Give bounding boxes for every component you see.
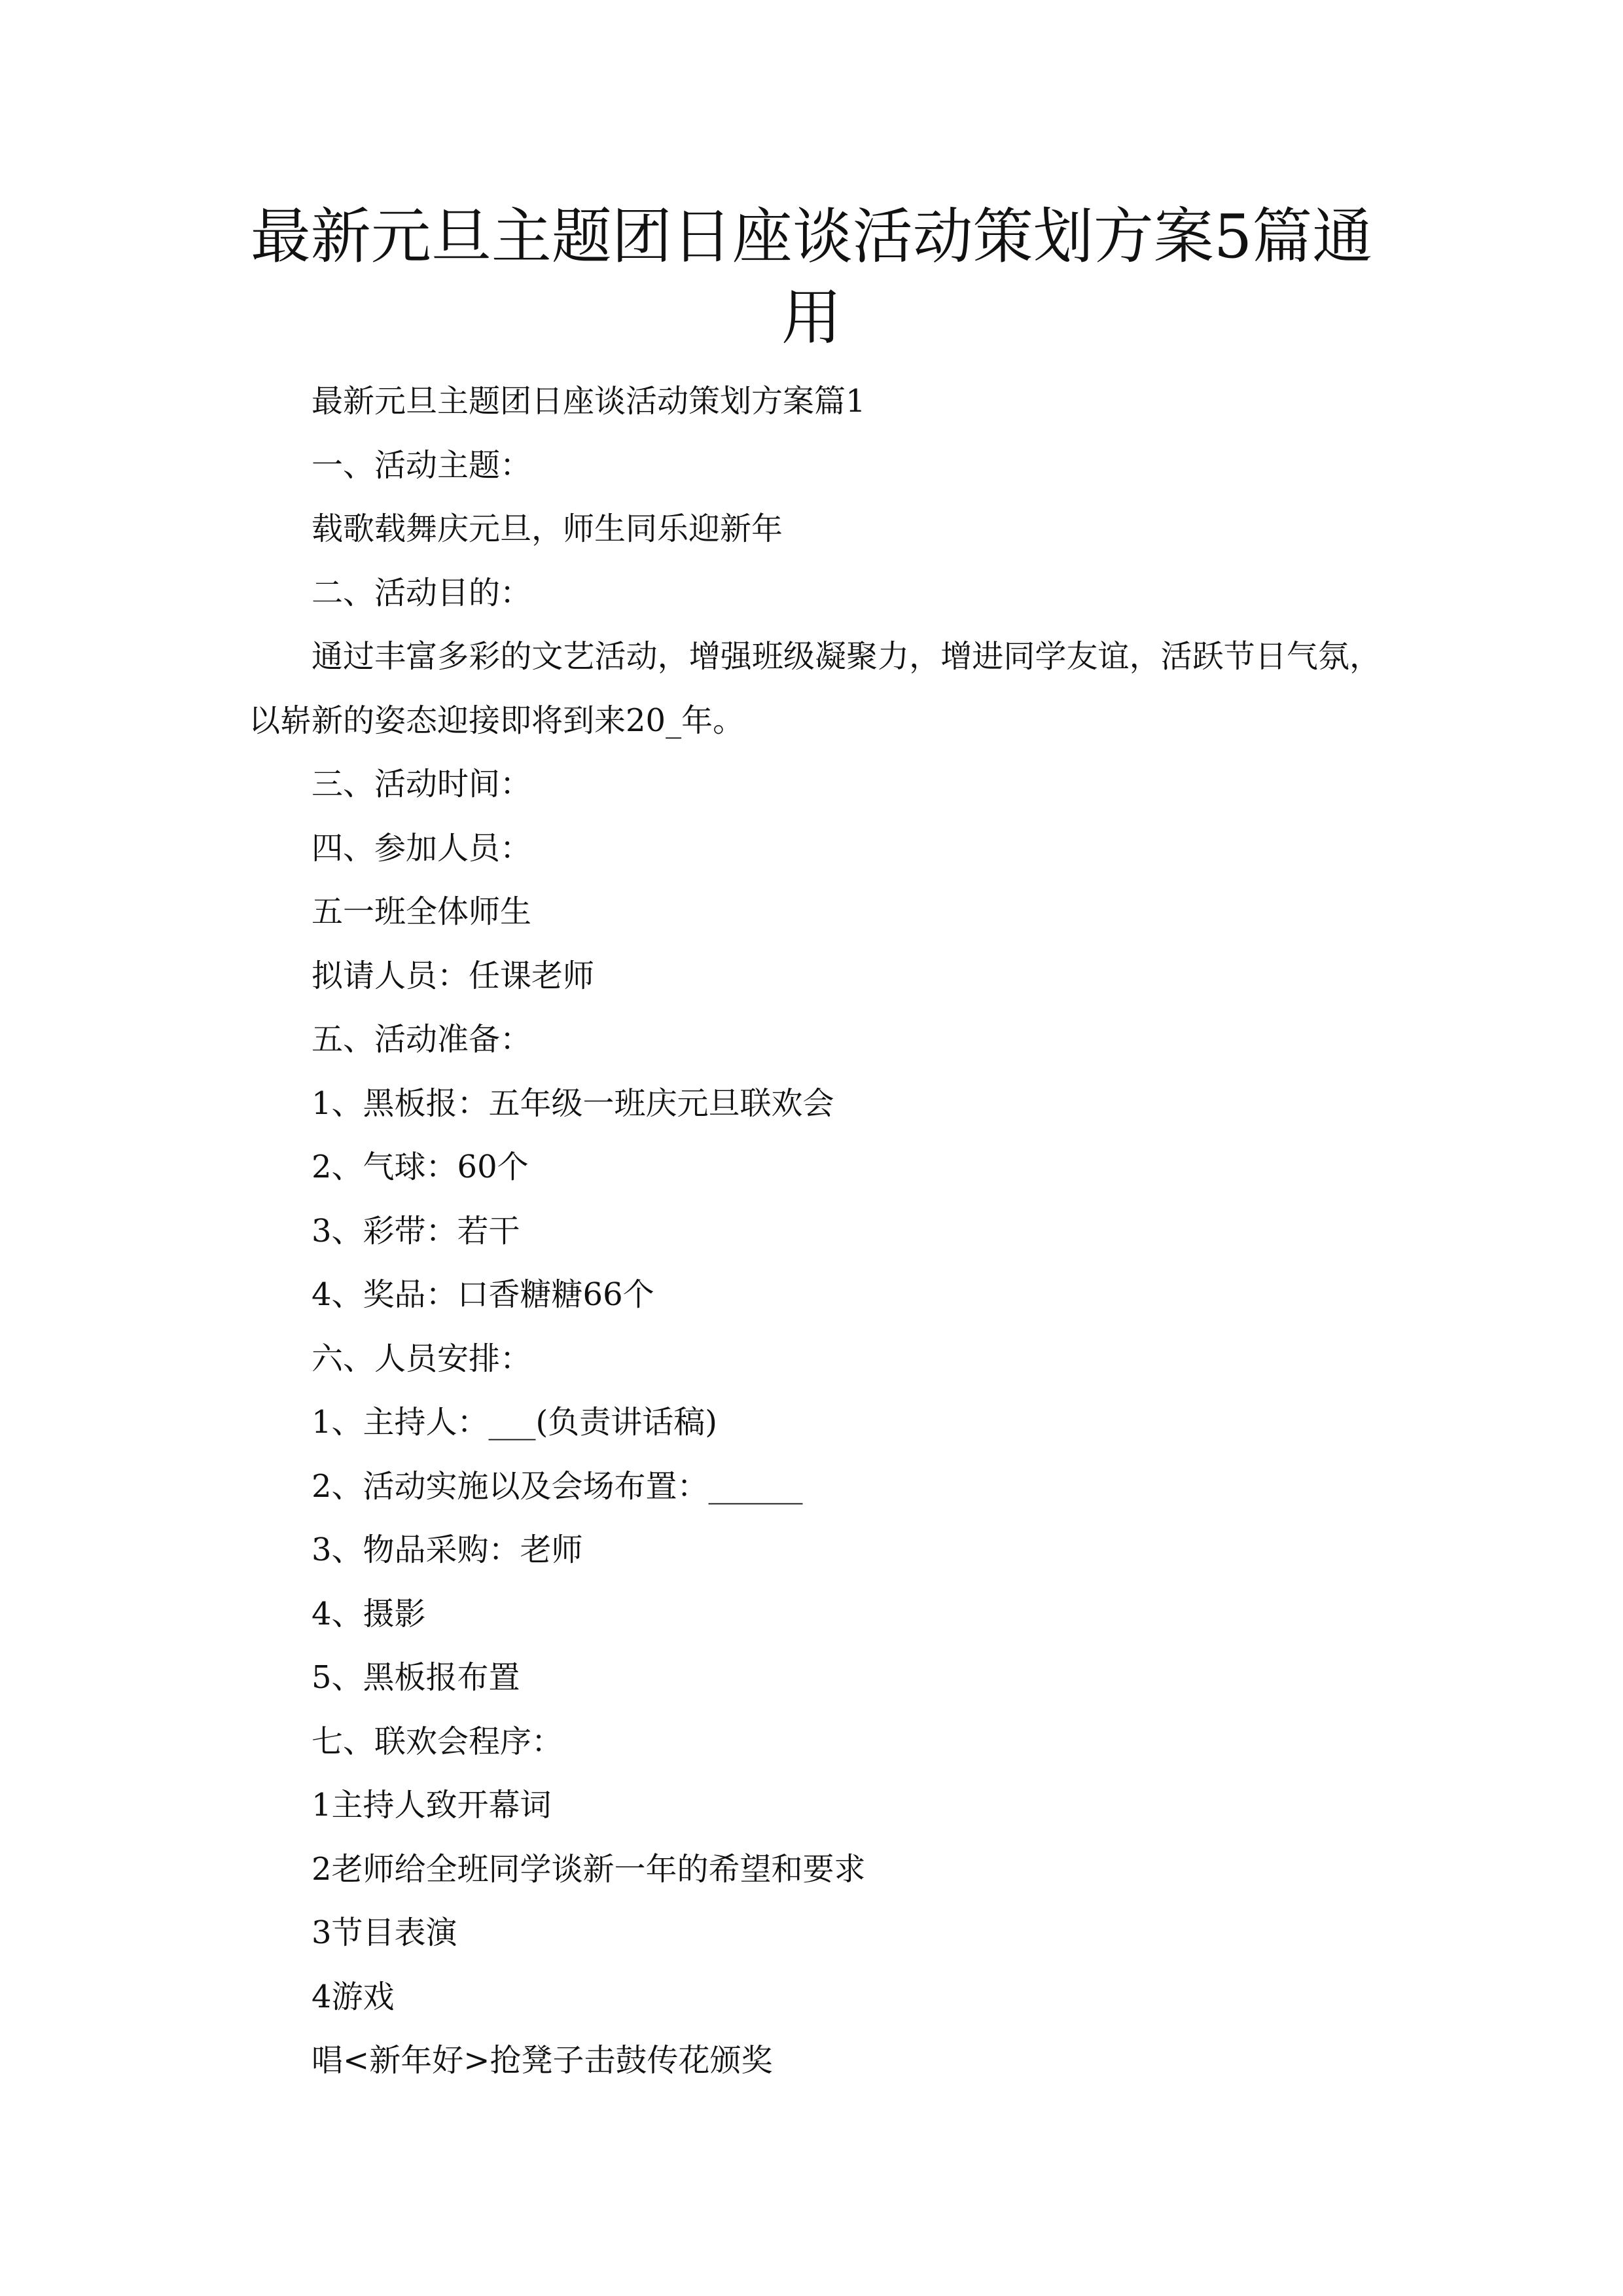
text-line: 五、活动准备： [312,1021,532,1058]
text-line: 七、联欢会程序： [312,1723,563,1760]
section-heading: 最新元旦主题团日座谈活动策划方案篇1 [312,383,866,420]
text-line: 2、气球：60个 [312,1149,529,1185]
text-line: 5、黑板报布置 [312,1659,520,1696]
document-title: 最新元旦主题团日座谈活动策划方案5篇通用 [250,202,1373,353]
text-line: 3、彩带：若干 [312,1212,520,1249]
paragraph-purpose: 通过丰富多彩的文艺活动，增强班级凝聚力，增进同学友谊，活跃节日气氛，以崭新的姿态迎接即将到来20_年。 [249,638,1381,739]
text-line: 二、活动目的： [312,574,532,611]
text-line: 4、摄影 [312,1595,426,1632]
text-line: 1、黑板报：五年级一班庆元旦联欢会 [312,1085,834,1122]
text-line: 唱<新年好>抢凳子击鼓传花颁奖 [312,2042,773,2079]
text-line: 1主持人致开幕词 [312,1787,552,1823]
document-body [249,370,1381,2093]
text-line: 3节目表演 [312,1914,457,1951]
text-line: 3、物品采购：老师 [312,1532,583,1568]
text-line: 五一班全体师生 [312,893,532,930]
text-line: 一、活动主题： [312,446,532,484]
text-line: 六、人员安排： [312,1340,532,1377]
text-line: 4游戏 [312,1978,395,2015]
text-line: 2老师给全班同学谈新一年的希望和要求 [312,1850,866,1888]
text-line: 载歌载舞庆元旦，师生同乐迎新年 [312,511,783,547]
text-line: 2、活动实施以及会场布置：______ [312,1467,803,1505]
text-line: 1、主持人：___(负责讲话稿) [312,1404,717,1441]
text-line: 拟请人员：任课老师 [312,957,595,994]
text-line: 四、参加人员： [312,829,532,867]
text-line: 4、奖品：口香糖糖66个 [312,1276,654,1313]
text-line: 三、活动时间： [312,766,532,802]
